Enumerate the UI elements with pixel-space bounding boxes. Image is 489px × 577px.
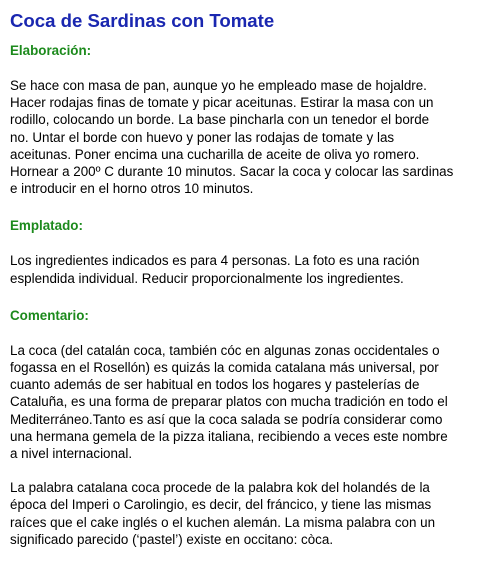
text-line: e introducir en el horno otros 10 minutos.: [10, 181, 254, 197]
emplatado-paragraph: [10, 252, 485, 286]
text-line: significado parecido (‘pastel’) existe en occitano: còca.: [10, 531, 334, 547]
text-line: Cataluña, es una forma de preparar platos con mucha tradición en todo el: [10, 394, 448, 410]
text-line: Mediterráneo.Tanto es así que la coca salada se podría considerar como: [10, 411, 443, 427]
text-line: aceitunas. Poner encima una cucharilla de aceite de oliva yo romero.: [10, 146, 420, 162]
page-title: Coca de Sardinas con Tomate: [10, 10, 275, 31]
text-line: Hacer rodajas finas de tomate y picar aceitunas. Estirar la masa con un: [10, 95, 434, 111]
recipe-page: [10, 8, 485, 548]
text-line: cuanto además de ser habitual en todos los hogares y pastelerías de: [10, 377, 420, 393]
comentario-paragraph-2: [10, 479, 485, 548]
text-line: rodillo, colocando un borde. La base pincharla con un tenedor el borde: [10, 112, 430, 128]
text-line: Hornear a 200º C durante 10 minutos. Sacar la coca y colocar las sardinas: [10, 164, 454, 180]
text-line: La palabra catalana coca procede de la palabra kok del holandés de la: [10, 480, 430, 496]
text-line: La coca (del catalán coca, también cóc en algunas zonas occidentales o: [10, 342, 440, 358]
section-heading-comentario: Comentario:: [10, 307, 89, 323]
text-line: a nivel internacional.: [10, 446, 133, 462]
section-heading-emplatado: Emplatado:: [10, 218, 83, 234]
text-line: Los ingredientes indicados es para 4 personas. La foto es una ración: [10, 253, 420, 269]
section-heading-elaboracion: Elaboración:: [10, 43, 92, 58]
text-line: esplendida individual. Reducir proporcionalmente los ingredientes.: [10, 270, 404, 286]
text-line: fogassa en el Rosellón) es quizás la comida catalana más universal, por: [10, 360, 439, 376]
text-line: no. Untar el borde con huevo y poner las rodajas de tomate y las: [10, 129, 395, 145]
elaboracion-paragraph: [10, 77, 485, 197]
comentario-paragraph-1: [10, 342, 485, 462]
text-line: época del Imperi o Carolingio, es decir, del fráncico, y tiene las mismas: [10, 497, 432, 513]
text-line: raíces que el cake inglés o el kuchen alemán. La misma palabra con un: [10, 514, 436, 530]
text-line: Se hace con masa de pan, aunque yo he empleado mase de hojaldre.: [10, 78, 427, 93]
text-line: una hermana gemela de la pizza italiana, recibiendo a veces este nombre: [10, 428, 448, 444]
